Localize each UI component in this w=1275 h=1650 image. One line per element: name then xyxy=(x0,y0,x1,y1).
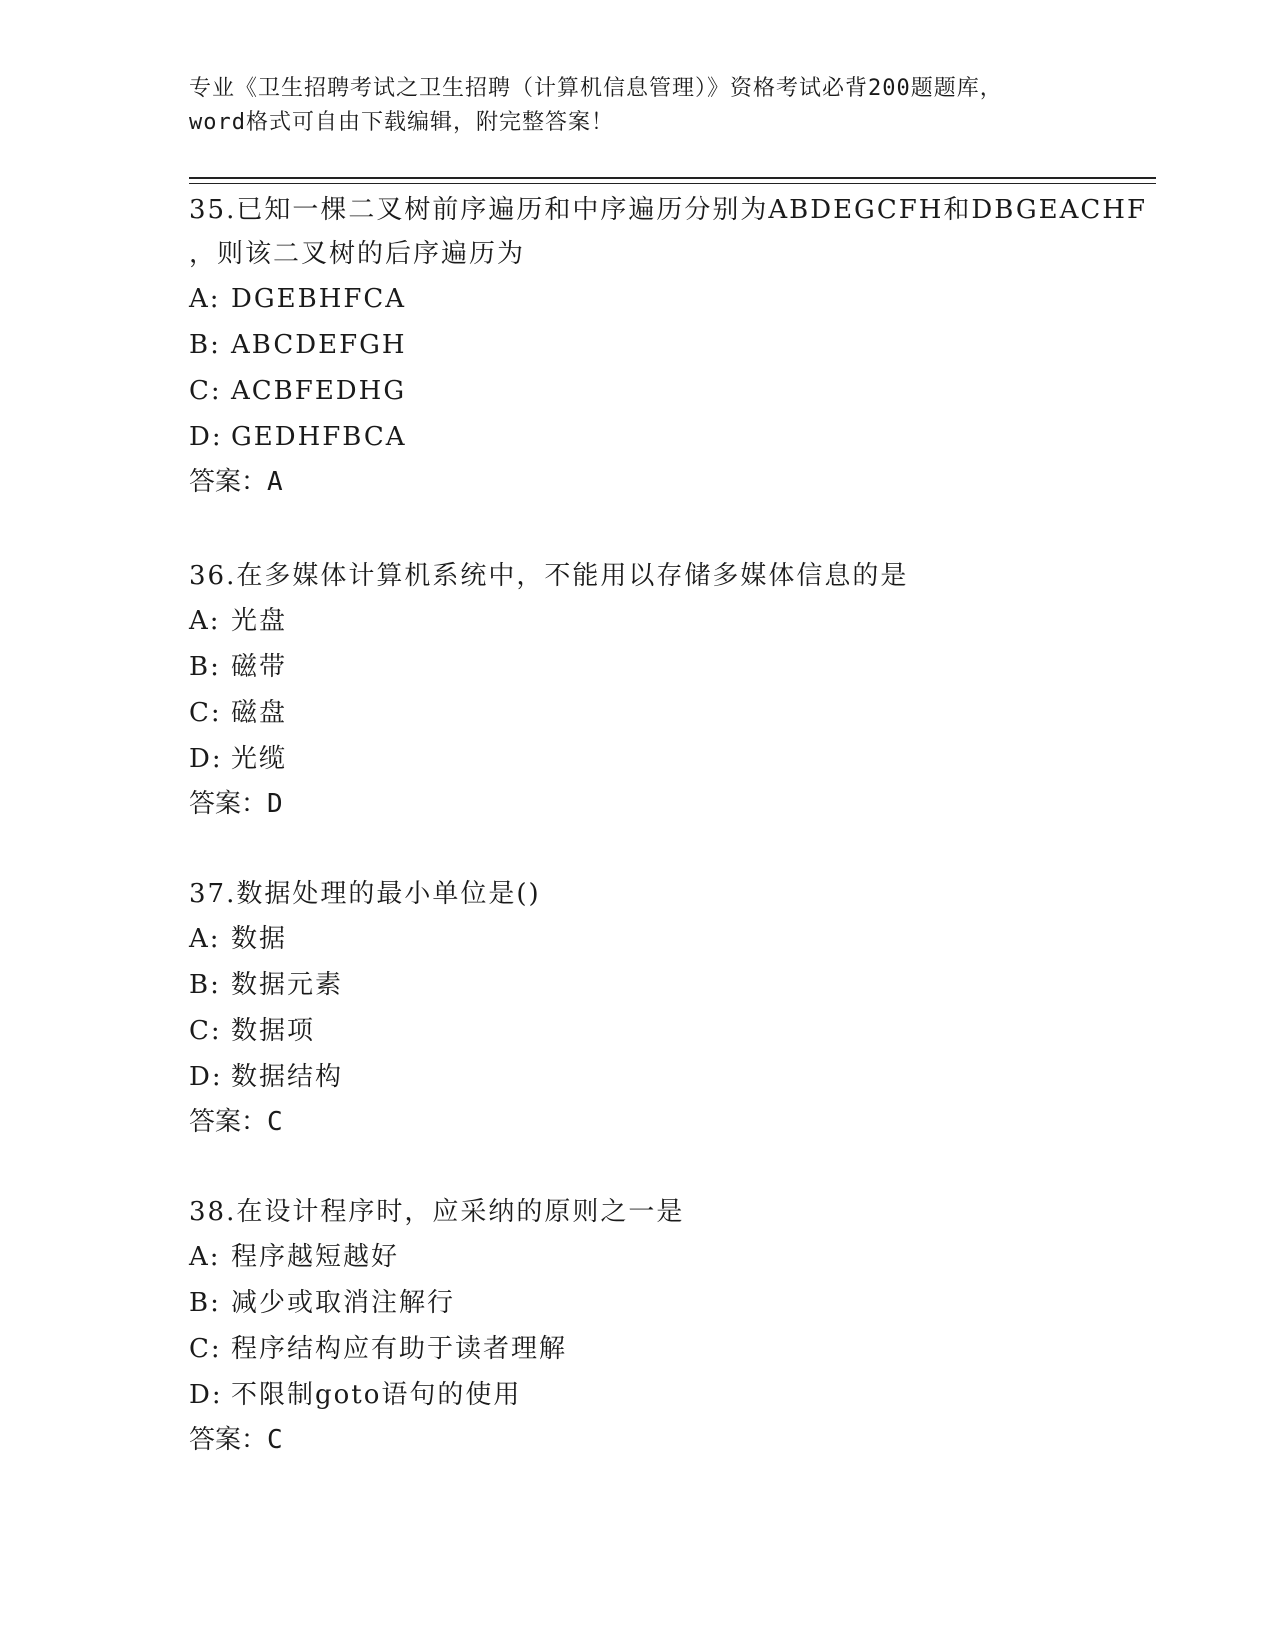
option-text: 光盘 xyxy=(231,606,288,636)
option-b xyxy=(189,322,1089,368)
option-letter: A: xyxy=(189,284,221,314)
option-letter: D: xyxy=(189,422,223,452)
question-38 xyxy=(189,1190,1089,1462)
option-text: 数据项 xyxy=(231,1016,316,1046)
option-letter: A: xyxy=(189,1242,221,1272)
option-letter: B: xyxy=(189,1288,221,1318)
option-text: 程序越短越好 xyxy=(231,1242,400,1272)
document-header xyxy=(189,72,1089,140)
header-line-2: word格式可自由下载编辑，附完整答案！ xyxy=(189,110,614,135)
answer-line: 答案：C xyxy=(189,1425,283,1455)
question-stem-continued: ，则该二叉树的后序遍历为 xyxy=(189,239,526,269)
option-text: 数据元素 xyxy=(231,970,344,1000)
option-a xyxy=(189,916,1089,962)
option-text: 数据结构 xyxy=(231,1062,344,1092)
question-36 xyxy=(189,554,1089,826)
header-divider-thick xyxy=(189,177,1156,179)
option-b xyxy=(189,1280,1089,1326)
option-text: 磁盘 xyxy=(231,698,288,728)
option-text: 不限制goto语句的使用 xyxy=(231,1380,522,1410)
option-letter: C: xyxy=(189,1334,222,1364)
question-35 xyxy=(189,188,1148,504)
option-letter: C: xyxy=(189,376,222,406)
answer-line: 答案：C xyxy=(189,1107,283,1137)
option-c xyxy=(189,368,1089,414)
option-b xyxy=(189,962,1089,1008)
option-letter: D: xyxy=(189,1062,223,1092)
option-letter: A: xyxy=(189,606,221,636)
option-letter: B: xyxy=(189,970,221,1000)
option-text: 数据 xyxy=(231,924,288,954)
option-d xyxy=(189,1054,1089,1100)
option-letter: C: xyxy=(189,1016,222,1046)
header-line-1: 专业《卫生招聘考试之卫生招聘（计算机信息管理）》资格考试必背200题题库， xyxy=(189,76,1003,101)
option-letter: B: xyxy=(189,652,221,682)
answer-line: 答案：D xyxy=(189,789,283,819)
option-c xyxy=(189,1326,1089,1372)
question-stem: 37.数据处理的最小单位是() xyxy=(189,879,541,909)
option-text: 磁带 xyxy=(231,652,288,682)
option-b xyxy=(189,644,1089,690)
option-d xyxy=(189,1372,1089,1418)
option-letter: A: xyxy=(189,924,221,954)
option-a xyxy=(189,276,1089,322)
option-letter: B: xyxy=(189,330,221,360)
question-stem: 36.在多媒体计算机系统中，不能用以存储多媒体信息的是 xyxy=(189,561,909,591)
option-c xyxy=(189,690,1089,736)
question-37 xyxy=(189,872,1089,1144)
question-stem: 35.已知一棵二叉树前序遍历和中序遍历分别为ABDEGCFH和DBGEACHF xyxy=(189,195,1148,225)
option-letter: D: xyxy=(189,1380,223,1410)
header-divider-thin xyxy=(189,183,1156,184)
option-letter: C: xyxy=(189,698,222,728)
option-letter: D: xyxy=(189,744,223,774)
option-d xyxy=(189,736,1089,782)
option-text: GEDHFBCA xyxy=(231,422,407,452)
option-text: DGEBHFCA xyxy=(231,284,407,314)
option-d xyxy=(189,414,1089,460)
option-text: ABCDEFGH xyxy=(231,330,407,360)
option-text: 减少或取消注解行 xyxy=(231,1288,456,1318)
option-c xyxy=(189,1008,1089,1054)
option-text: 程序结构应有助于读者理解 xyxy=(231,1334,568,1364)
option-text: ACBFEDHG xyxy=(231,376,407,406)
answer-line: 答案：A xyxy=(189,467,283,497)
option-a xyxy=(189,1234,1089,1280)
option-text: 光缆 xyxy=(231,744,288,774)
option-a xyxy=(189,598,1089,644)
question-stem: 38.在设计程序时，应采纳的原则之一是 xyxy=(189,1197,685,1227)
